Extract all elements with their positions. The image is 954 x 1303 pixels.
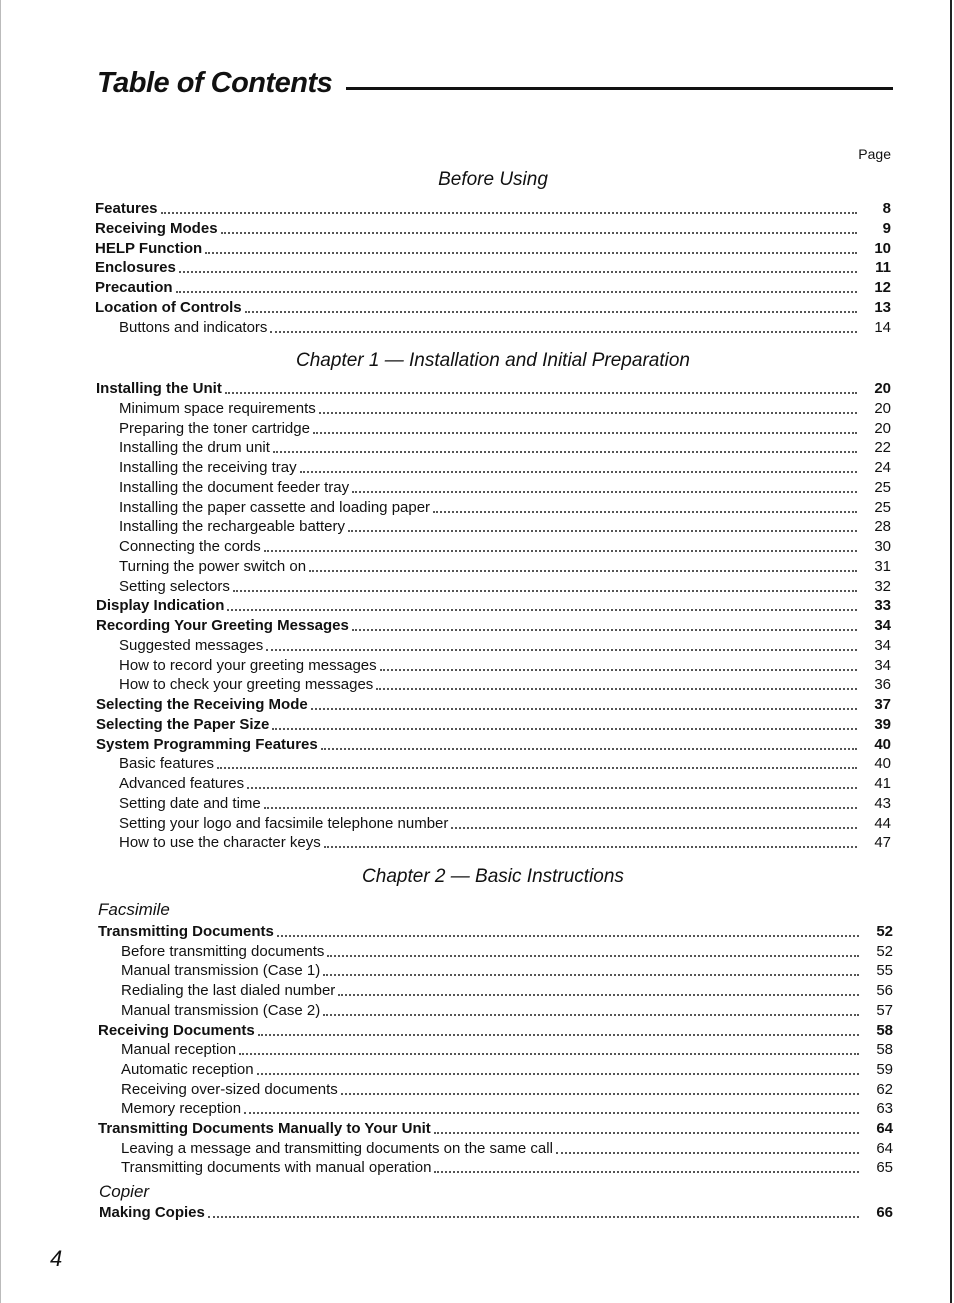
toc-entry-label: System Programming Features: [96, 736, 318, 753]
toc-entry-sub: [119, 438, 891, 457]
toc-entry-sub: [119, 636, 891, 655]
toc-entry-main: [95, 278, 891, 297]
toc-entry-label: Installing the Unit: [96, 380, 222, 397]
dot-leader: [225, 392, 857, 394]
toc-entry-sub: [121, 961, 893, 980]
toc-entry-label: Setting selectors: [119, 578, 230, 595]
toc-entry-label: Precaution: [95, 279, 173, 296]
toc-entry-label: Selecting the Receiving Mode: [96, 696, 308, 713]
toc-entry-page: 30: [874, 538, 891, 555]
toc-entry-page: 36: [874, 676, 891, 693]
toc-entry-label: Receiving Modes: [95, 220, 218, 237]
toc-entry-label: Transmitting Documents: [98, 923, 274, 940]
toc-entry-main: [96, 695, 891, 714]
toc-entry-page: 13: [874, 299, 891, 316]
toc-entry-sub: [119, 557, 891, 576]
toc-entry-sub: [119, 656, 891, 675]
toc-entry-page: 43: [874, 795, 891, 812]
toc-entry-page: 14: [874, 319, 891, 336]
toc-entry-page: 22: [874, 439, 891, 456]
toc-entry-page: 10: [874, 240, 891, 257]
toc-entry-label: Installing the drum unit: [119, 439, 270, 456]
toc-entry-main: [96, 596, 891, 615]
toc-entry-page: 8: [882, 200, 891, 217]
toc-entry-label: Installing the rechargeable battery: [119, 518, 345, 535]
dot-leader: [227, 609, 857, 611]
toc-entry-label: Turning the power switch on: [119, 558, 307, 575]
toc-entry-page: 58: [876, 1022, 893, 1039]
toc-entry-page: 40: [874, 736, 891, 753]
toc-entry-label: How to record your greeting messages: [119, 657, 377, 674]
toc-entry-sub: [119, 517, 891, 536]
toc-entry-label: Manual reception: [121, 1041, 237, 1058]
toc-entry-main: [95, 239, 891, 258]
toc-entry-sub: [119, 399, 891, 418]
toc-entry-sub: [119, 318, 891, 337]
dot-leader: [270, 331, 857, 333]
toc-entry-sub: [119, 419, 891, 438]
dot-leader: [176, 291, 857, 293]
dot-leader: [309, 570, 857, 572]
toc-entry-page: 20: [874, 400, 891, 417]
dot-leader: [319, 412, 857, 414]
toc-entry-label: Manual transmission (Case 1): [121, 962, 321, 979]
toc-entry-page: 24: [874, 459, 891, 476]
toc-entry-page: 66: [876, 1204, 893, 1221]
toc-entry-label: Basic features: [119, 755, 215, 772]
toc-entry-main: [95, 219, 891, 238]
toc-entry-sub: [121, 1040, 893, 1059]
toc-entry-sub: [119, 833, 891, 852]
toc-entry-label: How to check your greeting messages: [119, 676, 374, 693]
dot-leader: [376, 688, 857, 690]
dot-leader: [434, 1132, 859, 1134]
dot-leader: [556, 1152, 859, 1154]
dot-leader: [208, 1216, 859, 1218]
dot-leader: [264, 807, 857, 809]
toc-entry-sub: [121, 942, 893, 961]
toc-entry-page: 34: [874, 637, 891, 654]
dot-leader: [272, 728, 857, 730]
subsection-heading-facsimile: Facsimile: [98, 900, 170, 919]
section-heading-before-using: Before Using: [438, 169, 548, 190]
toc-entry-sub: [121, 981, 893, 1000]
toc-entry-page: 25: [874, 499, 891, 516]
dot-leader: [451, 827, 857, 829]
dot-leader: [348, 530, 857, 532]
page-column-label: Page: [858, 146, 891, 162]
toc-entry-sub: [119, 814, 891, 833]
toc-entry-label: Suggested messages: [119, 637, 264, 654]
toc-entry-label: HELP Function: [95, 240, 203, 257]
dot-leader: [323, 1014, 859, 1016]
toc-entry-label: Manual transmission (Case 2): [121, 1002, 321, 1019]
toc-entry-page: 33: [874, 597, 891, 614]
toc-entry-page: 65: [876, 1159, 893, 1176]
toc-entry-label: Buttons and indicators: [119, 319, 268, 336]
toc-entry-page: 31: [874, 558, 891, 575]
toc-entry-page: 64: [876, 1120, 893, 1137]
dot-leader: [239, 1053, 859, 1055]
toc-entry-label: Installing the document feeder tray: [119, 479, 350, 496]
dot-leader: [434, 1171, 859, 1173]
toc-entry-page: 9: [882, 220, 891, 237]
dot-leader: [161, 212, 857, 214]
toc-entry-page: 57: [876, 1002, 893, 1019]
dot-leader: [264, 550, 857, 552]
section-heading-chapter-1: Chapter 1 — Installation and Initial Preparation: [296, 350, 690, 371]
toc-entry-main: [99, 1203, 893, 1222]
toc-entry-main: [95, 298, 891, 317]
dot-leader: [338, 994, 859, 996]
toc-entry-page: 40: [874, 755, 891, 772]
dot-leader: [179, 271, 857, 273]
toc-entry-page: 47: [874, 834, 891, 851]
toc-entry-page: 32: [874, 578, 891, 595]
toc-entry-label: Before transmitting documents: [121, 943, 325, 960]
toc-entry-page: 25: [874, 479, 891, 496]
toc-entry-main: [95, 199, 891, 218]
toc-entry-page: 34: [874, 657, 891, 674]
toc-entry-page: 12: [874, 279, 891, 296]
toc-entry-page: 20: [874, 420, 891, 437]
toc-entry-main: [96, 616, 891, 635]
toc-entry-label: Enclosures: [95, 259, 176, 276]
dot-leader: [217, 767, 857, 769]
toc-entry-label: Redialing the last dialed number: [121, 982, 336, 999]
toc-entry-page: 44: [874, 815, 891, 832]
toc-entry-main: [95, 258, 891, 277]
dot-leader: [352, 629, 857, 631]
toc-entry-label: Leaving a message and transmitting documents on the same call: [121, 1140, 553, 1157]
section-heading-chapter-2: Chapter 2 — Basic Instructions: [362, 866, 624, 887]
toc-entry-label: Advanced features: [119, 775, 245, 792]
toc-entry-sub: [119, 754, 891, 773]
toc-entry-label: Setting date and time: [119, 795, 261, 812]
toc-entry-page: 64: [876, 1140, 893, 1157]
dot-leader: [341, 1093, 859, 1095]
toc-entry-sub: [119, 774, 891, 793]
dot-leader: [205, 252, 857, 254]
toc-entry-main: [96, 735, 891, 754]
toc-entry-page: 52: [876, 943, 893, 960]
dot-leader: [257, 1073, 859, 1075]
toc-entry-page: 37: [874, 696, 891, 713]
dot-leader: [433, 511, 857, 513]
toc-entry-main: [98, 1021, 893, 1040]
toc-entry-label: Display Indication: [96, 597, 225, 614]
toc-entry-label: How to use the character keys: [119, 834, 321, 851]
toc-entry-label: Automatic reception: [121, 1061, 254, 1078]
toc-entry-label: Receiving Documents: [98, 1022, 255, 1039]
toc-entry-main: [96, 379, 891, 398]
toc-entry-sub: [119, 478, 891, 497]
toc-entry-sub: [121, 1080, 893, 1099]
toc-entry-page: 34: [874, 617, 891, 634]
toc-entry-label: Features: [95, 200, 158, 217]
toc-entry-sub: [119, 458, 891, 477]
dot-leader: [277, 935, 859, 937]
toc-entry-page: 58: [876, 1041, 893, 1058]
dot-leader: [324, 846, 857, 848]
toc-entry-sub: [121, 1139, 893, 1158]
toc-entry-label: Memory reception: [121, 1100, 242, 1117]
dot-leader: [244, 1112, 859, 1114]
dot-leader: [321, 748, 857, 750]
toc-entry-page: 11: [875, 259, 891, 276]
subsection-heading-copier: Copier: [99, 1182, 150, 1201]
toc-entry-page: 28: [874, 518, 891, 535]
dot-leader: [327, 955, 859, 957]
dot-leader: [380, 669, 857, 671]
toc-entry-label: Receiving over-sized documents: [121, 1081, 338, 1098]
page-title: Table of Contents: [97, 67, 333, 99]
toc-entry-page: 63: [876, 1100, 893, 1117]
toc-entry-label: Installing the receiving tray: [119, 459, 297, 476]
dot-leader: [221, 232, 857, 234]
toc-entry-page: 41: [874, 775, 891, 792]
dot-leader: [247, 787, 857, 789]
dot-leader: [233, 590, 857, 592]
toc-entry-main: [98, 922, 893, 941]
toc-entry-sub: [119, 498, 891, 517]
toc-entry-sub: [119, 794, 891, 813]
dot-leader: [245, 311, 857, 313]
dot-leader: [300, 471, 857, 473]
toc-entry-label: Preparing the toner cartridge: [119, 420, 310, 437]
toc-entry-page: 62: [876, 1081, 893, 1098]
toc-entry-page: 55: [876, 962, 893, 979]
toc-entry-sub: [119, 537, 891, 556]
toc-entry-label: Making Copies: [99, 1204, 205, 1221]
toc-entry-sub: [121, 1001, 893, 1020]
toc-entry-page: 39: [874, 716, 891, 733]
toc-entry-sub: [119, 577, 891, 596]
toc-entry-label: Location of Controls: [95, 299, 242, 316]
toc-entry-label: Installing the paper cassette and loading paper: [119, 499, 431, 516]
toc-entry-sub: [121, 1060, 893, 1079]
toc-entry-label: Selecting the Paper Size: [96, 716, 270, 733]
dot-leader: [311, 708, 857, 710]
dot-leader: [266, 649, 857, 651]
dot-leader: [273, 451, 857, 453]
toc-entry-label: Transmitting Documents Manually to Your Unit: [98, 1120, 431, 1137]
dot-leader: [258, 1034, 859, 1036]
toc-entry-label: Setting your logo and facsimile telephone number: [119, 815, 449, 832]
toc-entry-main: [96, 715, 891, 734]
toc-entry-main: [98, 1119, 893, 1138]
dot-leader: [313, 432, 857, 434]
toc-entry-page: 52: [876, 923, 893, 940]
toc-entry-sub: [121, 1158, 893, 1177]
toc-entry-page: 59: [876, 1061, 893, 1078]
toc-entry-label: Transmitting documents with manual operation: [121, 1159, 432, 1176]
dot-leader: [352, 491, 857, 493]
toc-entry-sub: [119, 675, 891, 694]
toc-entry-page: 20: [874, 380, 891, 397]
toc-entry-label: Recording Your Greeting Messages: [96, 617, 349, 634]
toc-entry-label: Connecting the cords: [119, 538, 261, 555]
toc-entry-label: Minimum space requirements: [119, 400, 316, 417]
page-number: 4: [50, 1246, 63, 1271]
toc-entry-page: 56: [876, 982, 893, 999]
toc-entry-sub: [121, 1099, 893, 1118]
dot-leader: [323, 974, 859, 976]
